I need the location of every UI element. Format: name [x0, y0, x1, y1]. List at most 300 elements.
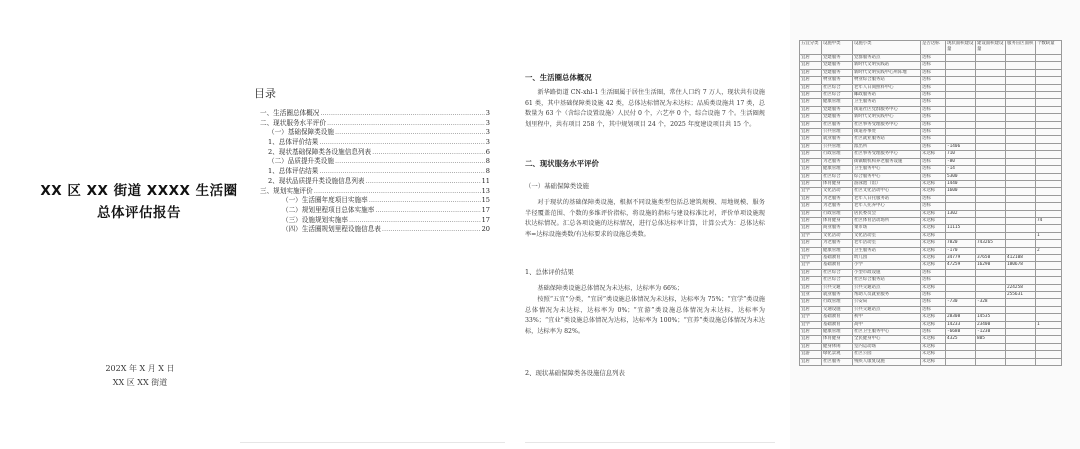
- table-cell: 公安局: [853, 299, 921, 306]
- table-cell: 为老服务: [822, 158, 853, 165]
- table-cell: 未达标: [921, 151, 946, 158]
- table-cell: 宜居: [800, 129, 822, 136]
- table-cell: [1036, 136, 1062, 143]
- table-cell: [1006, 92, 1036, 99]
- table-cell: [976, 203, 1006, 210]
- table-cell: [946, 114, 976, 121]
- table-row: [800, 329, 1062, 336]
- table-cell: [1036, 188, 1062, 195]
- table-cell: [976, 269, 1006, 276]
- table-cell: 街道办事处: [853, 129, 921, 136]
- table-cell: 达标: [921, 306, 946, 313]
- table-cell: 达标: [921, 269, 946, 276]
- toc-item[interactable]: [260, 225, 490, 235]
- table-cell: [1006, 188, 1036, 195]
- table-cell: 宜学: [800, 232, 822, 239]
- toc-item-label: 1、总体评价结果: [268, 138, 319, 147]
- table-cell: [1006, 343, 1036, 350]
- table-cell: 社区综合: [822, 84, 853, 91]
- table-cell: 居民委员会: [853, 210, 921, 217]
- toc-leader-dots: [320, 109, 484, 119]
- table-cell: 全民健身中心: [853, 336, 921, 343]
- table-cell: [1006, 351, 1036, 358]
- table-cell: [1006, 203, 1036, 210]
- toc-leader-dots: [349, 216, 481, 226]
- table-cell: 14535: [976, 314, 1006, 321]
- table-cell: 宜学: [800, 314, 822, 321]
- table-cell: 体育健身: [822, 180, 853, 187]
- table-cell: 达标: [921, 143, 946, 150]
- table-row: [800, 188, 1062, 195]
- table-cell: [1036, 284, 1062, 291]
- table-cell: 宜居: [800, 217, 822, 224]
- table-cell: 5300: [946, 173, 976, 180]
- table-cell: [976, 225, 1006, 232]
- table-cell: 绿化景观: [822, 351, 853, 358]
- table-header-cell: 是否达标: [921, 41, 946, 55]
- table-cell: [1006, 55, 1036, 62]
- table-cell: 为老服务: [822, 240, 853, 247]
- table-cell: [1006, 358, 1036, 365]
- table-cell: 宜学: [800, 262, 822, 269]
- toc-page: [240, 0, 505, 449]
- table-row: [800, 195, 1062, 202]
- table-cell: [946, 306, 976, 313]
- table-cell: 派出所: [853, 143, 921, 150]
- table-cell: 达标: [921, 69, 946, 76]
- table-row: [800, 151, 1062, 158]
- table-cell: 体育健身: [822, 336, 853, 343]
- table-cell: 健康管理: [822, 166, 853, 173]
- table-cell: [976, 129, 1006, 136]
- table-cell: 健身休闲: [822, 343, 853, 350]
- table-cell: 224258: [1006, 284, 1036, 291]
- table-cell: 达标: [921, 106, 946, 113]
- table-cell: 室内运动场: [853, 343, 921, 350]
- table-cell: 未达标: [921, 343, 946, 350]
- table-row: [800, 166, 1062, 173]
- table-cell: 邮政服务站: [853, 92, 921, 99]
- table-cell: [1036, 254, 1062, 261]
- toc-item-label: （二）品质提升类设施: [268, 157, 334, 166]
- toc-item[interactable]: [260, 177, 490, 187]
- table-cell: [976, 114, 1006, 121]
- table-cell: [1036, 121, 1062, 128]
- table-row: [800, 121, 1062, 128]
- toc-item-page: 3: [485, 138, 490, 147]
- table-cell: [1006, 99, 1036, 106]
- toc-item[interactable]: [260, 119, 490, 129]
- table-cell: 宜居: [800, 299, 822, 306]
- toc-leader-dots: [319, 167, 484, 177]
- toc-item-page: 15: [481, 196, 490, 205]
- table-cell: 宜业: [800, 292, 822, 299]
- table-row: [800, 69, 1062, 76]
- results-summary-paragraph: 基础保障类设施总体情况为未达标，达标率为 66%；: [537, 285, 684, 292]
- toc-item-label: 三、规划实施评价: [260, 186, 313, 195]
- table-header-cell: 五宜分类: [800, 41, 822, 55]
- table-cell: 文化活动: [822, 188, 853, 195]
- table-cell: 宜居: [800, 77, 822, 84]
- table-cell: [1036, 262, 1062, 269]
- toc-leader-dots: [382, 225, 481, 235]
- table-cell: 基础教育: [822, 262, 853, 269]
- table-cell: [976, 158, 1006, 165]
- table-row: [800, 55, 1062, 62]
- toc-item[interactable]: [260, 109, 490, 119]
- table-row: [800, 203, 1062, 210]
- table-cell: [1006, 62, 1036, 69]
- table-cell: 宜居: [800, 269, 822, 276]
- table-header-cell: 个数缺量: [1036, 41, 1062, 55]
- toc-item[interactable]: [260, 157, 490, 167]
- table-cell: 达标: [921, 99, 946, 106]
- table-cell: 新时代文明实践中心: [853, 114, 921, 121]
- table-cell: 就业服务: [822, 136, 853, 143]
- table-row: [800, 262, 1062, 269]
- table-cell: [976, 188, 1006, 195]
- table-cell: 文化活动: [822, 232, 853, 239]
- table-cell: 初中: [853, 314, 921, 321]
- table-cell: 达标: [921, 299, 946, 306]
- table-row: [800, 314, 1062, 321]
- table-cell: [1006, 114, 1036, 121]
- table-cell: [976, 166, 1006, 173]
- table-cell: -730: [946, 299, 976, 306]
- toc-item[interactable]: [260, 187, 490, 197]
- table-cell: 游泳池（馆）: [853, 180, 921, 187]
- table-cell: -1406: [946, 143, 976, 150]
- table-cell: 社区体育活动场所: [853, 217, 921, 224]
- toc-item-page: 3: [485, 118, 490, 127]
- table-cell: 未达标: [921, 351, 946, 358]
- table-row: [800, 351, 1062, 358]
- table-cell: 行政管理: [822, 151, 853, 158]
- table-header-cell: 建设面积建设量: [976, 41, 1006, 55]
- table-row: [800, 217, 1062, 224]
- table-cell: 卫生服务站: [853, 99, 921, 106]
- table-cell: [976, 143, 1006, 150]
- table-cell: [946, 343, 976, 350]
- table-cell: 宜居: [800, 158, 822, 165]
- table-cell: [1006, 158, 1036, 165]
- table-cell: 宜居: [800, 166, 822, 173]
- table-cell: [1036, 351, 1062, 358]
- toc-item-page: 8: [485, 157, 490, 166]
- table-cell: [1036, 203, 1062, 210]
- table-cell: 公共交通: [822, 284, 853, 291]
- table-cell: [976, 180, 1006, 187]
- table-cell: 宜居: [800, 84, 822, 91]
- toc-leader-dots: [327, 119, 485, 129]
- table-cell: 基础教育: [822, 314, 853, 321]
- table-cell: 74: [1036, 217, 1062, 224]
- table-cell: 菜市场: [853, 225, 921, 232]
- table-cell: 街道社区党群服务中心: [853, 106, 921, 113]
- table-cell: [1036, 114, 1062, 121]
- table-row: [800, 180, 1062, 187]
- table-cell: 宜居: [800, 336, 822, 343]
- table-cell: [946, 195, 976, 202]
- table-cell: 宜居: [800, 114, 822, 121]
- table-cell: 达标: [921, 114, 946, 121]
- table-cell: [1036, 292, 1062, 299]
- toc-item-label: 一、生活圈总体概况: [260, 109, 320, 117]
- table-cell: [1006, 195, 1036, 202]
- table-cell: [1036, 240, 1062, 247]
- table-cell: 34779: [946, 254, 976, 261]
- table-cell: 宜居: [800, 203, 822, 210]
- toc-item-page: 13: [481, 186, 490, 195]
- table-cell: [1036, 84, 1062, 91]
- table-cell: 宜居: [800, 69, 822, 76]
- table-cell: 党群服务站点: [853, 55, 921, 62]
- table-cell: 社区综合服务站: [853, 277, 921, 284]
- table-cell: [1006, 336, 1036, 343]
- table-cell: [976, 106, 1006, 113]
- report-title: [34, 180, 244, 224]
- table-cell: [1006, 299, 1036, 306]
- table-cell: 805: [976, 336, 1006, 343]
- table-cell: [946, 269, 976, 276]
- table-cell: 公共交通站点: [853, 306, 921, 313]
- table-cell: 基础教育: [822, 321, 853, 328]
- section-heading-evaluation: 二、现状服务水平评价: [525, 159, 599, 168]
- table-cell: [1036, 336, 1062, 343]
- toc-item-label: （一）基础保障类设施: [268, 128, 334, 137]
- table-cell: [976, 195, 1006, 202]
- toc-item-page: 3: [485, 128, 490, 137]
- toc-item[interactable]: [260, 128, 490, 138]
- table-cell: [946, 351, 976, 358]
- table-cell: 达标: [921, 277, 946, 284]
- table-cell: [1006, 329, 1036, 336]
- toc-item[interactable]: [260, 138, 490, 148]
- table-cell: [1036, 269, 1062, 276]
- table-cell: 达标: [921, 329, 946, 336]
- table-cell: 社区公园: [853, 351, 921, 358]
- table-cell: [1036, 195, 1062, 202]
- toc-item[interactable]: [260, 216, 490, 226]
- table-cell: [946, 106, 976, 113]
- report-title-line1: XX 区 XX 街道 XXXX 生活圈: [40, 183, 238, 199]
- table-row: [800, 358, 1062, 365]
- table-cell: 行政管理: [822, 210, 853, 217]
- table-cell: 宜学: [800, 254, 822, 261]
- toc-item[interactable]: [260, 148, 490, 158]
- table-cell: 就业服务: [822, 292, 853, 299]
- table-cell: 为老服务: [822, 203, 853, 210]
- table-cell: 2: [1036, 247, 1062, 254]
- table-cell: 交通设施: [822, 306, 853, 313]
- table-cell: 宜居: [800, 92, 822, 99]
- toc-item-page: 17: [481, 215, 490, 224]
- table-cell: 党建服务: [822, 106, 853, 113]
- table-cell: 未达标: [921, 262, 946, 269]
- table-cell: 社区服务: [822, 358, 853, 365]
- table-cell: [1006, 77, 1036, 84]
- table-row: [800, 306, 1062, 313]
- table-cell: 商业服务: [822, 225, 853, 232]
- table-cell: 28308: [946, 314, 976, 321]
- table-cell: [976, 121, 1006, 128]
- table-cell: [976, 277, 1006, 284]
- table-row: [800, 321, 1062, 328]
- table-row: [800, 114, 1062, 121]
- table-row: [800, 99, 1062, 106]
- table-cell: 体育健身: [822, 217, 853, 224]
- table-row: [800, 299, 1062, 306]
- table-cell: 达标: [921, 158, 946, 165]
- table-cell: 宜居: [800, 306, 822, 313]
- table-cell: [976, 232, 1006, 239]
- table-cell: 未达标: [921, 217, 946, 224]
- toc-item-label: 二、现状服务水平评价: [260, 118, 326, 127]
- toc-item-page: 20: [481, 225, 490, 234]
- table-cell: 社区服务: [822, 121, 853, 128]
- toc-item-label: （四）生活圈规划里程设施信息表: [282, 225, 381, 234]
- toc-leader-dots: [366, 177, 481, 187]
- toc-item-page: 6: [485, 147, 490, 156]
- table-cell: 公共管理: [822, 143, 853, 150]
- table-cell: 达标: [921, 136, 946, 143]
- table-cell: [976, 351, 1006, 358]
- table-cell: 新时代文明实践中心所阵地: [853, 69, 921, 76]
- table-cell: [1006, 173, 1036, 180]
- table-cell: 1302: [946, 210, 976, 217]
- table-cell: [1036, 329, 1062, 336]
- table-cell: 宜居: [800, 151, 822, 158]
- table-cell: 老年人日间照料中心: [853, 84, 921, 91]
- table-cell: [976, 99, 1006, 106]
- table-cell: 宜居: [800, 99, 822, 106]
- toc-list: [260, 109, 490, 235]
- table-cell: [1036, 173, 1062, 180]
- table-cell: [1036, 180, 1062, 187]
- table-cell: 未达标: [921, 321, 946, 328]
- table-cell: [946, 217, 976, 224]
- toc-item-label: （三）设施规划实施率: [282, 215, 348, 224]
- table-cell: 宜居: [800, 210, 822, 217]
- table-cell: [946, 136, 976, 143]
- table-cell: 未达标: [921, 254, 946, 261]
- table-cell: [1006, 277, 1036, 284]
- table-cell: [1006, 121, 1036, 128]
- table-cell: 新时代文明实践站: [853, 62, 921, 69]
- table-cell: [1006, 269, 1036, 276]
- table-cell: [1006, 143, 1036, 150]
- table-cell: 宜学: [800, 321, 822, 328]
- toc-item[interactable]: [260, 167, 490, 177]
- table-cell: [1036, 77, 1062, 84]
- table-cell: 达标: [921, 166, 946, 173]
- table-cell: 1: [1036, 232, 1062, 239]
- table-cell: [1036, 306, 1062, 313]
- table-cell: [976, 77, 1006, 84]
- table-cell: 未达标: [921, 336, 946, 343]
- results-detail-paragraph: 按照“五宜”分类，“宜居”类设施总体情况为未达标，达标率为 75%；“宜学”类设施总体情况为未达标，达标率为 0%；“宜游”类设施总体情况为未达标，达标率为 33%；“宜业”类设施总体情况为达标，达标率为 100%；“宜养”类设施总体情况为未达标，达标率为 82%。: [525, 296, 765, 335]
- table-cell: 未达标: [921, 225, 946, 232]
- table-cell: 老年活动室: [853, 240, 921, 247]
- table-cell: 宜居: [800, 143, 822, 150]
- table-cell: 街镇级机构养老服务设施: [853, 158, 921, 165]
- table-cell: 1: [1036, 321, 1062, 328]
- table-cell: [1006, 321, 1036, 328]
- table-cell: 卫生服务站: [853, 247, 921, 254]
- table-cell: [1036, 143, 1062, 150]
- table-cell: [976, 62, 1006, 69]
- table-cell: [1006, 232, 1036, 239]
- table-cell: [946, 55, 976, 62]
- table-cell: [1036, 225, 1062, 232]
- table-cell: 基础教育: [822, 254, 853, 261]
- table-row: [800, 277, 1062, 284]
- table-cell: -328: [976, 299, 1006, 306]
- table-cell: [1006, 247, 1036, 254]
- toc-item[interactable]: [260, 206, 490, 216]
- table-cell: 710: [946, 151, 976, 158]
- table-row: [800, 136, 1062, 143]
- table-cell: 老年人托养中心: [853, 203, 921, 210]
- table-cell: [976, 210, 1006, 217]
- table-cell: [946, 77, 976, 84]
- table-row: [800, 247, 1062, 254]
- body-page: [505, 0, 790, 449]
- table-cell: 180678: [1006, 262, 1036, 269]
- table-cell: 743265: [976, 240, 1006, 247]
- subsection-heading-list: 2、现状基础保障类各设施信息列表: [525, 369, 625, 377]
- table-row: [800, 84, 1062, 91]
- table-cell: 帮助人员就业服务: [853, 292, 921, 299]
- table-cell: 未达标: [921, 210, 946, 217]
- table-cell: [1036, 343, 1062, 350]
- table-cell: 宜居: [800, 240, 822, 247]
- table-cell: [976, 306, 1006, 313]
- table-cell: [1036, 99, 1062, 106]
- table-cell: 社区卫生服务中心: [853, 329, 921, 336]
- table-cell: 47259: [946, 262, 976, 269]
- table-cell: [976, 55, 1006, 62]
- table-cell: 为老服务: [822, 195, 853, 202]
- table-cell: 宜居: [800, 225, 822, 232]
- table-cell: [1006, 180, 1036, 187]
- table-cell: 社区事务受理服务中心: [853, 121, 921, 128]
- table-cell: -1230: [976, 329, 1006, 336]
- table-header-cell: 服务盲区面积: [1006, 41, 1036, 55]
- table-row: [800, 254, 1062, 261]
- table-cell: [1006, 151, 1036, 158]
- toc-leader-dots: [369, 196, 481, 206]
- table-cell: [1036, 210, 1062, 217]
- table-cell: [1006, 217, 1036, 224]
- table-row: [800, 158, 1062, 165]
- table-cell: [946, 129, 976, 136]
- table-cell: 未达标: [921, 284, 946, 291]
- table-cell: -6680: [946, 329, 976, 336]
- table-cell: 宜居: [800, 121, 822, 128]
- table-cell: [1006, 136, 1036, 143]
- toc-item[interactable]: [260, 196, 490, 206]
- toc-item-label: （二）规划里程项目总体实施率: [282, 205, 375, 214]
- toc-title: 目录: [254, 87, 276, 100]
- table-cell: 14233: [946, 321, 976, 328]
- table-cell: [946, 292, 976, 299]
- table-cell: 达标: [921, 92, 946, 99]
- table-cell: 社区综合: [822, 269, 853, 276]
- table-cell: 高中: [853, 321, 921, 328]
- table-cell: 宜居: [800, 329, 822, 336]
- table-cell: 宜居: [800, 180, 822, 187]
